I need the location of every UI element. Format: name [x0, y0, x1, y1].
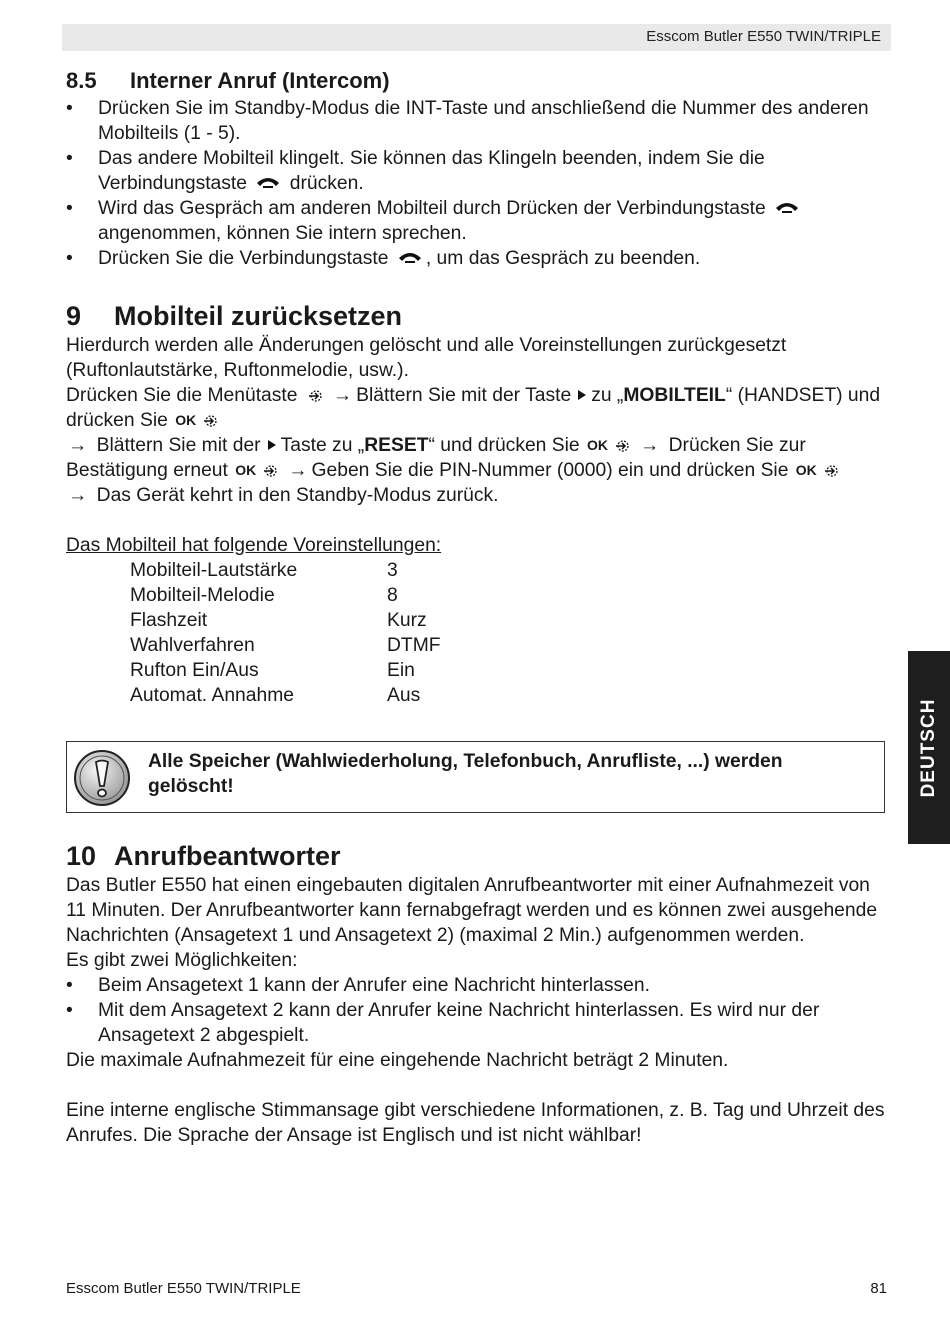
table-row	[130, 608, 888, 633]
setting-name: Wahlverfahren	[130, 635, 255, 656]
section-title: Interner Anruf (Intercom)	[130, 68, 390, 93]
bullet-item: • Wird das Gespräch am anderen Mobilteil durch Drücken der Verbindungstaste angenommen, können Sie intern sprechen.	[66, 196, 888, 246]
bullet-item: • Das andere Mobilteil klingelt. Sie können das Klingeln beenden, indem Sie die Verbindungstaste drücken.	[66, 146, 888, 196]
bullet-item: • Beim Ansagetext 1 kann der Anrufer eine Nachricht hinterlassen.	[66, 973, 888, 998]
phone-icon	[774, 201, 800, 217]
setting-name: Mobilteil-Lautstärke	[130, 560, 298, 581]
ok-key-label: OK	[795, 462, 817, 478]
menu-key-icon	[262, 463, 280, 479]
setting-value: Ein	[387, 660, 415, 681]
arrow-icon: →	[332, 385, 353, 406]
table-row	[130, 683, 888, 708]
table-row	[130, 558, 888, 583]
setting-name: Flashzeit	[130, 610, 208, 631]
setting-value: DTMF	[387, 635, 441, 656]
paragraph: Das Butler E550 hat einen eingebauten digitalen Anrufbeantworter mit einer Aufnahmezeit von 11 Minuten. Der Anrufbeantworter kann fernabgefragt werden und es können zwei ausgehende Nachrichten (Ansagetext 1 und Ansagetext 2) (maximal 2 Min.) aufgenommen werden.	[66, 875, 878, 946]
menu-name-reset: RESET	[364, 435, 429, 456]
phone-icon	[397, 251, 423, 267]
table-row	[130, 658, 888, 683]
bullet-item: • Drücken Sie die Verbindungstaste , um das Gespräch zu beenden.	[66, 246, 888, 271]
right-triangle-icon	[267, 439, 277, 451]
paragraph: Eine interne englische Stimmansage gibt verschiedene Informationen, z. B. Tag und Uhrzeit des Anrufes. Die Sprache der Ansage ist Englisch und ist nicht wählbar!	[66, 1100, 885, 1146]
header-title: Esscom Butler E550 TWIN/TRIPLE	[646, 28, 881, 45]
section-10	[66, 839, 888, 1148]
arrow-icon: →	[288, 460, 308, 481]
setting-name: Rufton Ein/Aus	[130, 660, 259, 681]
footer-title: Esscom Butler E550 TWIN/TRIPLE	[66, 1280, 301, 1297]
defaults-table	[130, 558, 888, 708]
section-8-5-heading	[66, 66, 888, 96]
exclamation-icon	[73, 749, 131, 807]
section-9-heading	[66, 299, 888, 333]
section-number: 9	[66, 301, 82, 331]
bullet-item: • Drücken Sie im Standby-Modus die INT-Taste und anschließend die Nummer des anderen Mobilteils (1 - 5).	[66, 96, 888, 146]
page-content	[66, 66, 888, 708]
setting-name: Mobilteil-Melodie	[130, 585, 275, 606]
language-tab-label: DEUTSCH	[918, 698, 939, 797]
setting-name: Automat. Annahme	[130, 685, 294, 706]
section-number: 8.5	[66, 68, 97, 93]
right-triangle-icon	[577, 389, 587, 401]
menu-key-icon	[307, 388, 325, 404]
warning-box	[66, 741, 885, 813]
section-title: Anrufbeantworter	[114, 841, 341, 871]
menu-name-mobilteil: MOBILTEIL	[623, 385, 726, 406]
menu-key-icon	[202, 413, 220, 429]
table-row	[130, 583, 888, 608]
section-10-heading	[66, 839, 888, 873]
ok-key-label: OK	[175, 412, 197, 428]
ok-key-label: OK	[586, 437, 608, 453]
page-number: 81	[870, 1280, 887, 1297]
reset-instructions: Drücken Sie die Menütaste → Blättern Sie mit der Taste zu „MOBILTEIL“ (HANDSET) und drücken Sie OK → Blättern Sie mit der Taste zu „RESET“ und drücken Sie OK → Drücken Sie zur Bestätigung erneut OK → Geben Sie die PIN-Nummer (0000) ein und drücken Sie OK → Das Gerät kehrt in den Standby-Modus zurück.	[66, 385, 881, 506]
phone-icon	[255, 176, 281, 192]
warning-text: Alle Speicher (Wahlwiederholung, Telefonbuch, Anrufliste, ...) werden gelöscht!	[148, 751, 783, 797]
setting-value: 8	[387, 585, 398, 606]
ok-key-label: OK	[235, 462, 257, 478]
setting-value: Aus	[387, 685, 421, 706]
section-title: Mobilteil zurücksetzen	[114, 301, 403, 331]
defaults-heading: Das Mobilteil hat folgende Voreinstellungen:	[66, 535, 442, 556]
bullet-item: • Mit dem Ansagetext 2 kann der Anrufer keine Nachricht hinterlassen. Es wird nur der Ansagetext 2 abgespielt.	[66, 998, 888, 1048]
paragraph: Es gibt zwei Möglichkeiten:	[66, 950, 298, 971]
language-tab	[908, 651, 950, 844]
section-9-intro: Hierdurch werden alle Änderungen gelöscht und alle Voreinstellungen zurückgesetzt (Ruftonlautstärke, Ruftonmelodie, usw.).	[66, 335, 787, 381]
arrow-icon: →	[639, 435, 660, 456]
arrow-icon: →	[68, 485, 88, 506]
section-number: 10	[66, 841, 97, 871]
menu-key-icon	[823, 463, 841, 479]
setting-value: Kurz	[387, 610, 427, 631]
table-row	[130, 633, 888, 658]
page-header	[62, 24, 891, 51]
paragraph: Die maximale Aufnahmezeit für eine eingehende Nachricht beträgt 2 Minuten.	[66, 1050, 729, 1071]
arrow-icon: →	[68, 435, 88, 456]
menu-key-icon	[614, 438, 632, 454]
setting-value: 3	[387, 560, 398, 581]
